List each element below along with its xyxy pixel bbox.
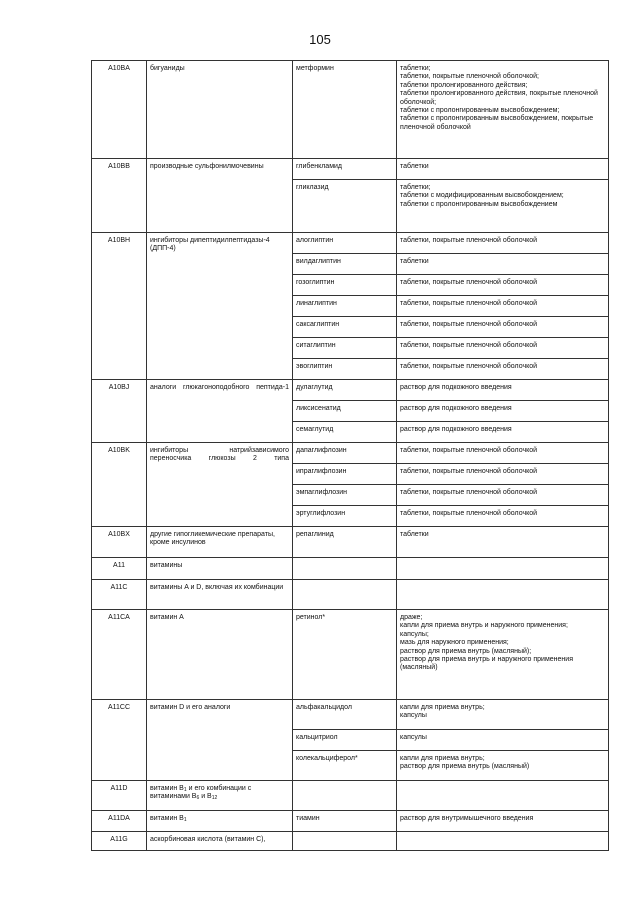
dosage-form-line: таблетки с пролонгированным высвобождением, покрытые пленочной оболочкой: [400, 115, 594, 131]
group-name: витамин D и его аналоги: [147, 700, 293, 781]
inn-name: глибенкламид: [293, 159, 397, 180]
inn-name: гликлазид: [293, 180, 397, 233]
table-row: [92, 700, 609, 730]
subscript: 1: [183, 817, 187, 823]
inn-name: [293, 558, 397, 580]
inn-name: эртуглифлозин: [293, 506, 397, 527]
inn-name: дапаглифлозин: [293, 443, 397, 464]
inn-name: репаглинид: [293, 527, 397, 558]
dosage-forms: [397, 751, 609, 781]
subscript: 1: [183, 787, 187, 793]
dosage-forms: [397, 700, 609, 730]
group-name: [147, 811, 293, 832]
table-row: [92, 580, 609, 610]
inn-name: ликсисенатид: [293, 401, 397, 422]
dosage-forms: [397, 580, 609, 610]
dosage-form-line: раствор для приема внутрь (масляный): [400, 763, 530, 771]
group-text: витамин B: [150, 785, 184, 792]
inn-name: дулаглутид: [293, 380, 397, 401]
dosage-form-line: капли для приема внутрь и наружного применения;: [400, 622, 568, 630]
subscript: 12: [211, 795, 218, 802]
group-text: витамин B: [150, 815, 184, 822]
dosage-form-line: капли для приема внутрь;: [400, 755, 485, 762]
group-name: витамины: [147, 558, 293, 580]
inn-name: метформин: [293, 61, 397, 159]
dosage-forms: таблетки, покрытые пленочной оболочкой: [397, 296, 609, 317]
atc-code: A11CA: [92, 610, 147, 700]
dosage-form-line: драже;: [400, 614, 423, 621]
table-row: [92, 832, 609, 851]
table-row: [92, 558, 609, 580]
inn-name: колекальциферол*: [293, 751, 397, 781]
inn-name: эвоглиптин: [293, 359, 397, 380]
dosage-form-line: таблетки: [400, 163, 429, 170]
dosage-forms: раствор для подкожного введения: [397, 380, 609, 401]
table-row: [92, 233, 609, 254]
table-row: [92, 781, 609, 811]
inn-name: [293, 781, 397, 811]
dosage-forms: [397, 610, 609, 700]
dosage-form-line: капсулы: [400, 712, 427, 720]
inn-name: гозоглиптин: [293, 275, 397, 296]
group-text: и его комбинации с витаминами B: [150, 785, 252, 801]
dosage-form-line: раствор для приема внутрь (масляный);: [400, 647, 532, 655]
group-name: ингибиторы дипептидилпептидазы-4 (ДПП-4): [147, 233, 293, 380]
page-number: 105: [309, 32, 331, 47]
dosage-form-line: таблетки пролонгированного действия;: [400, 81, 528, 89]
dosage-forms: таблетки: [397, 527, 609, 558]
inn-name: [293, 832, 397, 851]
inn-name: ситаглиптин: [293, 338, 397, 359]
group-name: витамин A: [147, 610, 293, 700]
table-row: [92, 610, 609, 700]
dosage-form-line: таблетки;: [400, 65, 431, 72]
atc-code: A10BX: [92, 527, 147, 558]
table-row: [92, 61, 609, 159]
subscript: 6: [196, 795, 200, 802]
dosage-forms: раствор для подкожного введения: [397, 401, 609, 422]
dosage-forms: таблетки, покрытые пленочной оболочкой: [397, 485, 609, 506]
dosage-forms: [397, 159, 609, 180]
inn-name: кальцитриол: [293, 730, 397, 751]
dosage-forms: [397, 832, 609, 851]
inn-name: тиамин: [293, 811, 397, 832]
dosage-forms: [397, 781, 609, 811]
dosage-forms: таблетки, покрытые пленочной оболочкой: [397, 233, 609, 254]
dosage-forms: [397, 180, 609, 233]
group-name: бигуаниды: [147, 61, 293, 159]
atc-code: A11: [92, 558, 147, 580]
group-name: другие гипогликемические препараты, кроме инсулинов: [147, 527, 293, 558]
dosage-form-line: раствор для приема внутрь и наружного применения (масляный): [400, 655, 573, 672]
atc-code: A10BB: [92, 159, 147, 233]
group-name: производные сульфонилмочевины: [147, 159, 293, 233]
dosage-forms: раствор для внутримышечного введения: [397, 811, 609, 832]
dosage-form-line: капли для приема внутрь;: [400, 704, 485, 711]
dosage-form-line: таблетки, покрытые пленочной оболочкой;: [400, 73, 539, 81]
dosage-forms: таблетки, покрытые пленочной оболочкой: [397, 317, 609, 338]
atc-code: A11D: [92, 781, 147, 811]
inn-name: ипраглифлозин: [293, 464, 397, 485]
group-name: [147, 781, 293, 811]
dosage-forms: [397, 61, 609, 159]
drug-table: [91, 60, 609, 851]
dosage-form-line: таблетки;: [400, 184, 431, 191]
dosage-forms: таблетки, покрытые пленочной оболочкой: [397, 464, 609, 485]
table-row: [92, 159, 609, 180]
inn-name: [293, 580, 397, 610]
dosage-form-line: капсулы;: [400, 630, 429, 638]
dosage-form-line: таблетки с пролонгированным высвобождением: [400, 200, 558, 208]
dosage-form-line: таблетки с модифицированным высвобождением;: [400, 192, 564, 200]
atc-code: A11G: [92, 832, 147, 851]
atc-code: A10BA: [92, 61, 147, 159]
inn-name: линаглиптин: [293, 296, 397, 317]
dosage-forms: таблетки, покрытые пленочной оболочкой: [397, 338, 609, 359]
dosage-form-line: мазь для наружного применения;: [400, 639, 509, 647]
inn-name: вилдаглиптин: [293, 254, 397, 275]
table-row: [92, 811, 609, 832]
atc-code: A11DA: [92, 811, 147, 832]
group-text: и B: [199, 793, 212, 801]
atc-code: A10BK: [92, 443, 147, 527]
inn-name: альфакальцидол: [293, 700, 397, 730]
group-name: витамины A и D, включая их комбинации: [147, 580, 293, 610]
table-row: [92, 443, 609, 464]
group-name: аскорбиновая кислота (витамин C),: [147, 832, 293, 851]
dosage-forms: раствор для подкожного введения: [397, 422, 609, 443]
atc-code: A10BH: [92, 233, 147, 380]
table-row: [92, 380, 609, 401]
dosage-forms: таблетки, покрытые пленочной оболочкой: [397, 506, 609, 527]
inn-name: ретинол*: [293, 610, 397, 700]
dosage-forms: капсулы: [397, 730, 609, 751]
dosage-form-line: таблетки пролонгированного действия, покрытые пленочной оболочкой;: [400, 90, 598, 106]
inn-name: эмпаглифлозин: [293, 485, 397, 506]
inn-name: саксаглиптин: [293, 317, 397, 338]
dosage-forms: таблетки: [397, 254, 609, 275]
dosage-forms: таблетки, покрытые пленочной оболочкой: [397, 275, 609, 296]
atc-code: A10BJ: [92, 380, 147, 443]
dosage-forms: таблетки, покрытые пленочной оболочкой: [397, 359, 609, 380]
group-name: аналоги глюкагоноподобного пептида-1: [147, 380, 293, 443]
atc-code: A11CC: [92, 700, 147, 781]
group-name: ингибиторы натрийзависимого переносчика глюкозы 2 типа: [147, 443, 293, 527]
inn-name: семаглутид: [293, 422, 397, 443]
inn-name: алоглиптин: [293, 233, 397, 254]
dosage-forms: [397, 558, 609, 580]
table-row: [92, 527, 609, 558]
dosage-forms: таблетки, покрытые пленочной оболочкой: [397, 443, 609, 464]
dosage-form-line: таблетки с пролонгированным высвобождением;: [400, 106, 560, 114]
atc-code: A11C: [92, 580, 147, 610]
